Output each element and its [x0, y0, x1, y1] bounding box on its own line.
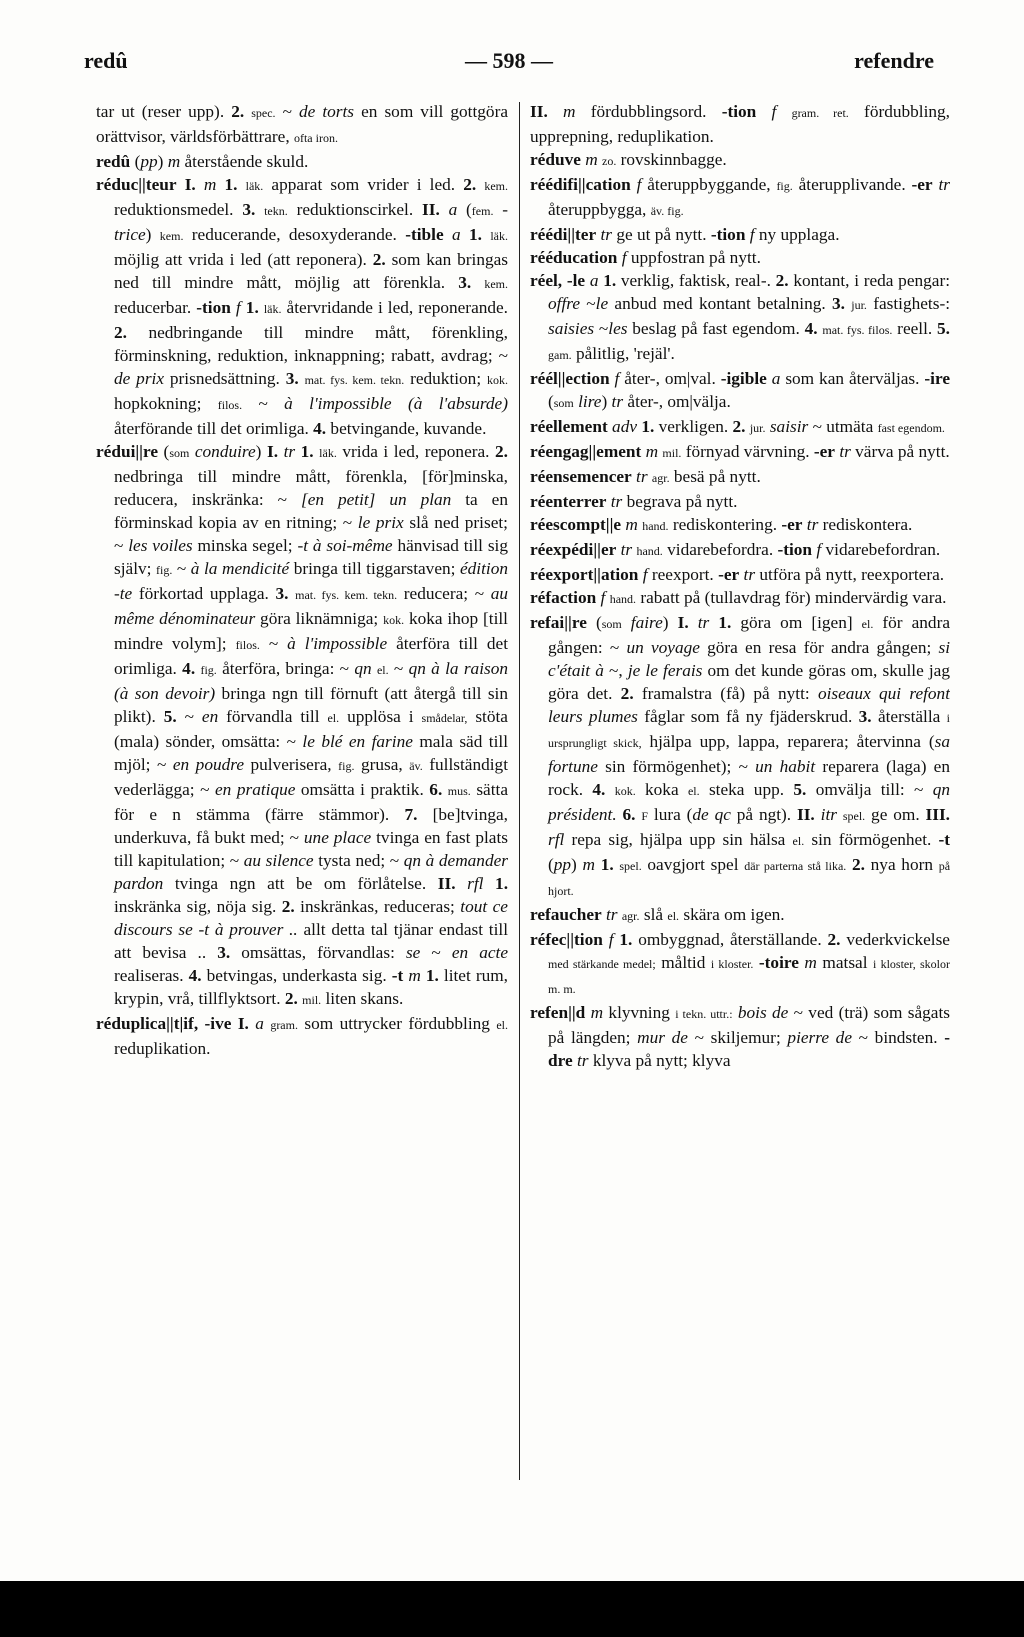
dictionary-entry-reescompte: réescompt||e m hand. rediskontering. -er tr rediskontera. — [530, 515, 913, 534]
dictionary-entry-reexportation: réexport||ation f reexport. -er tr utföra på nytt, reexportera. — [530, 565, 945, 584]
dictionary-entry-reducteur: réduc||teur I. m 1. läk. apparat som vrider i led. 2. kem. reduktionsmedel. 3. tekn. reduktionscirkel. II. a (fem. -trice) kem. reducerande, desoxyderande. -tible a 1. läk. möjlig att vrida i led (att reponera). 2. som kan bringas ned till mindre mått, möjlig att förenkla. 3. kem. reducerbar. -tion f 1. läk. återvridande i led, reponerande. 2. nedbringande till mindre mått, förenkling, förminskning, reduktion, inknappning; rabatt, avdrag; ~ de prix prisnedsättning. 3. mat. fys. kem. tekn. reduktion; kok. hopkokning; filos. ~ à l'impossible (à l'absurde) återförande till det orimliga. 4. betvingande, kuvande. — [96, 175, 508, 438]
dictionary-entry-reensemencer: réensemencer tr agr. besä på nytt. — [530, 467, 761, 486]
dictionary-entry-reduve: réduve m zo. rovskinnbagge. — [530, 150, 727, 169]
header-right-guideword: refendre — [854, 48, 934, 73]
page-header — [84, 44, 934, 78]
dictionary-entry-refaction: réfaction f hand. rabatt på (tullavdrag för) mindervärdig vara. — [530, 588, 947, 607]
dictionary-entry-reeducation: rééducation f uppfostran på nytt. — [530, 248, 761, 267]
dictionary-entry-reel: réel, -le a 1. verklig, faktisk, real-. 2. kontant, i reda pengar: offre ~le anbud med kontant betalning. 3. jur. fastighets-: saisies ~les beslag på fast egendom. 4. mat. fys. filos. reell. 5. gam. pålitlig, 'rejäl'. — [530, 271, 950, 363]
dictionary-entry-reengagement: réengag||ement m mil. förnyad värvning. -er tr värva på nytt. — [530, 442, 950, 461]
dictionary-entry-reellement: réellement adv 1. verkligen. 2. jur. saisir ~ utmäta fast egendom. — [530, 417, 945, 436]
column-divider — [519, 102, 520, 1480]
header-left-guideword: redû — [84, 48, 128, 73]
dictionary-entry-refection: réfec||tion f 1. ombyggnad, återställande. 2. vederkvickelse med stärkande medel; måltid i kloster. -toire m matsal i kloster, skolor m. m. — [530, 930, 950, 996]
dictionary-entry-cont2: II. m fördubblingsord. -tion f gram. ret. fördubbling, upprepning, reduplikation. — [530, 102, 950, 146]
dictionary-entry-reediter: réédi||ter tr ge ut på nytt. -tion f ny upplaga. — [530, 225, 840, 244]
dictionary-entry-reenterrer: réenterrer tr begrava på nytt. — [530, 492, 738, 511]
dictionary-entry-reduire: rédui||re (som conduire) I. tr 1. läk. vrida i led, reponera. 2. nedbringa till mindre mått, förenkla, [för]minska, reducera, inskränka: ~ [en petit] un plan ta en förminskad kopia av en ritning; ~ le prix slå ned priset; ~ les voiles minska segel; -t à soi-même hänvisad till sig själv; fig. ~ à la mendicité bringa till tiggarstaven; édition -te förkortad upplaga. 3. mat. fys. kem. tekn. reducera; ~ au même dénominateur göra liknämniga; kok. koka ihop [till mindre volym]; filos. ~ à l'impossible återföra till det orimliga. 4. fig. återföra, bringa: ~ qn el. ~ qn à la raison (à son devoir) bringa ngn till förnuft (att återgå till sin plikt). 5. ~ en förvandla till el. upplösa i smådelar, stöta (mala) sönder, omsätta: ~ le blé en farine mala säd till mjöl; ~ en poudre pulverisera, fig. grusa, äv. fullständigt vederlägga; ~ en pratique omsätta i praktik. 6. mus. sätta för e n stämma (färre stämmor). 7. [be]tvinga, underkuva, få bukt med; ~ une place tvinga en fast plats till kapitulation; ~ au silence tysta ned; ~ qn à demander pardon tvinga ngn att be om förlåtelse. II. rfl 1. inskränka sig, nöja sig. 2. inskränkas, reduceras; tout ce discours se -t à prouver .. allt detta tal tjänar endast till att bevisa .. 3. omsättas, förvandlas: se ~ en acte realiseras. 4. betvingas, underkasta sig. -t m 1. litet rum, krypin, vrå, tillflyktsort. 2. mil. liten skans. — [96, 442, 508, 1008]
dictionary-entry-cont: tar ut (reser upp). 2. spec. ~ de torts en som vill gottgöra orättvisor, världsförbättrare, ofta iron. — [96, 102, 508, 146]
dictionary-entry-redu: redû (pp) m återstående skuld. — [96, 152, 309, 171]
dictionary-entry-reedification: réédifi||cation f återuppbyggande, fig. återupplivande. -er tr återuppbygga, äv. fig. — [530, 175, 950, 219]
right-column — [530, 100, 950, 1485]
dictionary-entry-reelection: réél||ection f åter-, om|val. -igible a som kan återväljas. -ire (som lire) tr åter-, om|välja. — [530, 369, 950, 411]
dictionary-entry-refendre: refen||d m klyvning i tekn. uttr.: bois de ~ ved (trä) som sågats på längden; mur de ~ skiljemur; pierre de ~ bindsten. -dre tr klyva på nytt; klyva — [530, 1003, 950, 1070]
dictionary-entry-refaire: refai||re (som faire) I. tr 1. göra om [igen] el. för andra gången: ~ un voyage göra en resa för andra gången; si c'était à ~, je le ferais om det kunde göras om, skulle jag göra det. 2. framalstra (få) på nytt: oiseaux qui refont leurs plumes fåglar som få ny fjäderskrud. 3. återställa i ursprungligt skick, hjälpa upp, lappa, reparera; återvinna (sa fortune sin förmögenhet); ~ un habit reparera (laga) en rock. 4. kok. koka el. steka upp. 5. omvälja till: ~ qn président. 6. F lura (de qc på ngt). II. itr spel. ge om. III. rfl repa sig, hjälpa upp sin hälsa el. sin förmögenhet. -t (pp) m 1. spel. oavgjort spel där parterna stå lika. 2. nya horn på hjort. — [530, 613, 950, 898]
dictionary-entry-reduplicatif: réduplica||t|if, -ive I. a gram. som uttrycker fördubbling el. reduplikation. — [96, 1014, 508, 1058]
dictionary-entry-reexpedier: réexpédi||er tr hand. vidarebefordra. -tion f vidarebefordran. — [530, 540, 941, 559]
dictionary-entry-refaucher: refaucher tr agr. slå el. skära om igen. — [530, 905, 785, 924]
scan-bottom-edge — [0, 1581, 1024, 1637]
page-number: — 598 — — [465, 48, 553, 73]
left-column — [96, 100, 508, 1485]
